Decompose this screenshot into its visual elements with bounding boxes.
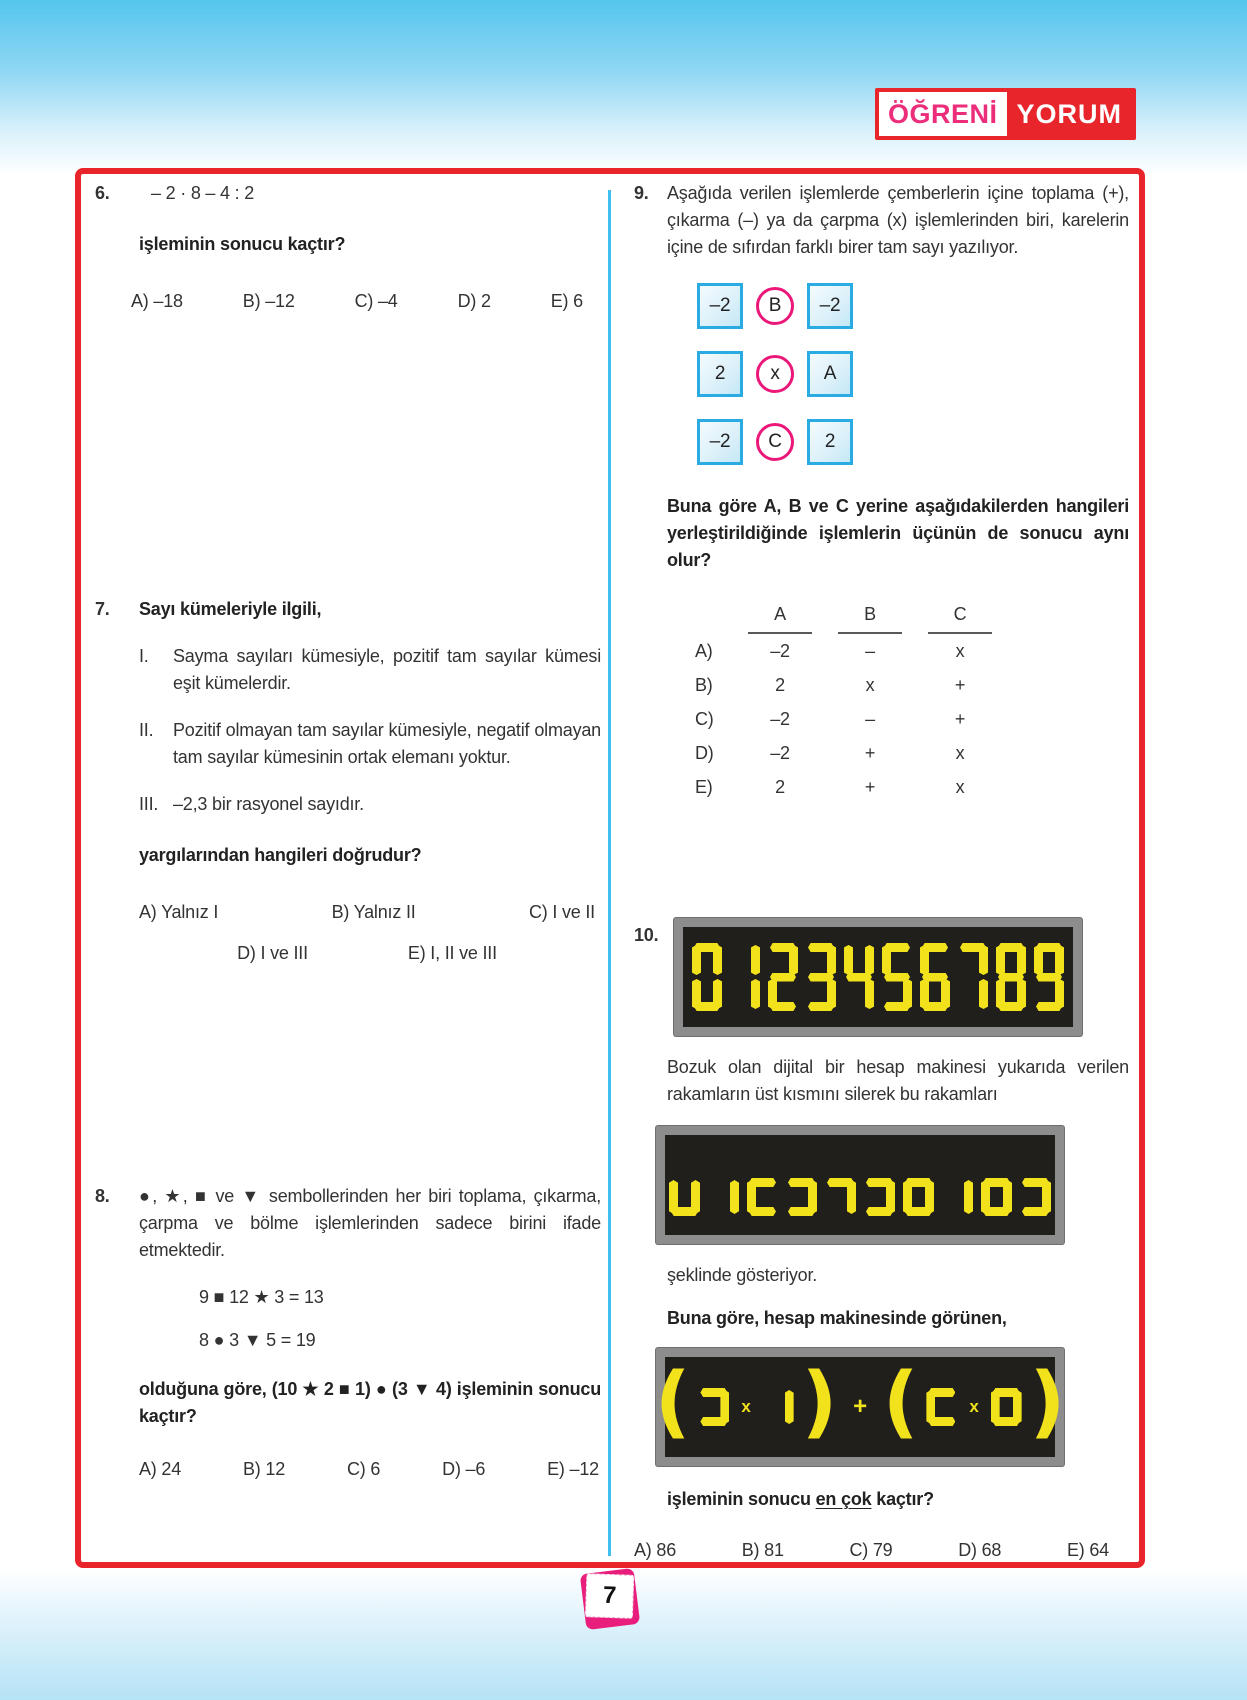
segment-B [713,945,722,975]
segment-B [789,945,798,975]
question-6 [95,180,605,315]
option: B) –12 [242,291,295,311]
segment-G [922,973,948,982]
segment-G [1022,1178,1049,1187]
table-header: B [825,601,915,634]
segment-F [920,945,929,975]
segment-D [866,1207,893,1216]
segment-D [1022,1207,1049,1216]
segment-G [993,1388,1020,1397]
seven-segment-digit [669,1178,700,1216]
segment-E [768,979,777,1009]
segment-D [700,1417,727,1426]
seven-segment-digit [1020,1178,1051,1216]
question-intro: Sayı kümeleriyle ilgili, [139,599,322,619]
segment-F [1034,945,1043,975]
question-9 [634,180,1132,804]
segment-D [1036,1002,1062,1011]
number-square: –2 [697,283,743,329]
statement-item [139,643,601,697]
segment-B [1055,945,1064,975]
logo-text-ogreni: ÖĞRENİ [879,92,1007,136]
question-text: şeklinde gösteriyor. [667,1265,818,1285]
option: D) –6 [442,1459,486,1479]
statement-item [139,791,601,818]
question-10 [634,918,1132,1564]
segment-G [866,1178,893,1187]
option: C) 6 [346,1459,381,1479]
number-square: 2 [697,351,743,397]
seven-segment-digit [698,1388,729,1426]
seven-segment-digit [730,943,760,1011]
segment-G [928,1388,955,1397]
segment-G [808,973,834,982]
seven-segment-digit [1034,943,1064,1011]
calculator-display-expression [656,1348,1064,1466]
segment-C [865,979,874,1009]
segment-C [751,979,760,1009]
lcd-paren: ( [654,1356,691,1447]
operator-circle: C [756,423,794,461]
question-8 [95,1183,605,1483]
lcd-paren: ) [801,1356,838,1447]
operator-circle: x [756,355,794,393]
calculator-display-erased [656,1126,1064,1244]
segment-E [692,979,701,1009]
segment-G [749,1178,776,1187]
question-text: Bozuk olan dijital bir hesap makinesi yukarıda verilen rakamların üst kısmını silerek bu rakamları [667,1057,1129,1104]
option: B) Yalnız II [331,902,416,922]
diagram-row [697,351,1132,397]
seven-segment-digit [958,943,988,1011]
segment-G [770,973,796,982]
page-number: 7 [585,1573,635,1619]
question-number: 7. [95,599,110,619]
page-number-badge [580,1568,640,1630]
option: C) I ve II [528,902,595,922]
segment-G [700,1388,727,1397]
question-text: ●, ★, ■ ve ▼ sembollerinden her biri toplama, çıkarma, çarpma ve bölme işlemlerinden sadece birini ifade etmektedir. [139,1186,601,1260]
segment-C [785,1390,794,1424]
table-header: A [735,601,825,634]
segment-G [788,1178,815,1187]
stem-underlined-text: en çok [815,1489,872,1509]
seven-segment-digit [991,1388,1022,1426]
segment-G [884,973,910,982]
statement-label: II. [139,720,154,740]
option: E) I, II ve III [407,943,497,963]
operator-circle: B [756,287,794,325]
statement-text: –2,3 bir rasyonel sayıdır. [173,794,364,814]
stem-text: kaçtır? [871,1489,934,1509]
number-square: A [807,351,853,397]
option: E) 6 [550,291,583,311]
number-square: –2 [697,419,743,465]
option: C) 79 [849,1540,893,1560]
seven-segment-digit [942,1178,973,1216]
question-number: 9. [634,183,649,203]
segment-B [1017,945,1026,975]
option: C) –4 [354,291,398,311]
option: A) 24 [139,1459,182,1479]
segment-D [884,1002,910,1011]
question-number: 8. [95,1186,110,1206]
statement-text: Pozitif olmayan tam sayılar kümesiyle, negatif olmayan tam sayılar kümesinin ortak elemanı yoktur. [173,720,601,767]
statement-text: Sayma sayıları kümesiyle, pozitif tam sayılar kümesi eşit kümelerdir. [173,646,601,693]
table-header-row [695,600,1132,634]
segment-D [808,1002,834,1011]
segment-F [996,945,1005,975]
option: B) 81 [741,1540,784,1560]
question-number: 10. [634,925,659,945]
segment-D [788,1207,815,1216]
seven-segment-digit [692,943,722,1011]
segment-E [920,979,929,1009]
seven-segment-digit [864,1178,895,1216]
seven-segment-digit [763,1388,794,1426]
segment-G [998,973,1024,982]
publisher-logo [875,88,1136,140]
seven-segment-digit [926,1388,957,1426]
column-divider [608,190,611,1556]
segment-B [865,945,874,975]
option: E) –12 [547,1459,599,1479]
segment-F [692,945,701,975]
number-square: 2 [807,419,853,465]
seven-segment-digit [981,1178,1012,1216]
question-stem: işleminin sonucu kaçtır? [139,234,346,254]
question-stem: Buna göre A, B ve C yerine aşağıdakilerden hangileri yerleştirildiğinde işlemlerin üçünün de sonucu aynı olur? [667,496,1129,570]
statement-item [139,717,601,771]
question-text: Aşağıda verilen işlemlerde çemberlerin içine toplama (+), çıkarma (–) ya da çarpma (x) işlemlerinden biri, karelerin içine de sıfırdan farklı birer tam sayı yazılıyor. [667,183,1129,257]
segment-G [827,1178,854,1187]
stem-text: işleminin sonucu [667,1489,816,1509]
question-stem-intro: Buna göre, hesap makinesinde görünen, [667,1308,1007,1328]
seven-segment-digit [882,943,912,1011]
seven-segment-digit [825,1178,856,1216]
table-row: D) –2 + x [695,742,965,763]
diagram-row [697,283,1132,329]
number-square: –2 [807,283,853,329]
segment-F [844,945,853,975]
option: D) I ve III [237,943,308,963]
table-row: B) 2 x + [695,674,966,695]
table-row: E) 2 + x [695,776,965,797]
segment-G [1036,973,1062,982]
segment-C [730,1180,739,1214]
lcd-operator: + [853,1393,867,1420]
lcd-operator: x [969,1397,979,1417]
content-frame [75,168,1145,1568]
question-stem: yargılarından hangileri doğrudur? [139,845,422,865]
statement-label: I. [139,646,149,666]
seven-segment-digit [844,943,874,1011]
segment-C [964,1180,973,1214]
option: D) 68 [958,1540,1002,1560]
option: A) –18 [131,291,183,311]
seven-segment-digit [786,1178,817,1216]
segment-G [846,973,872,982]
table-row: C) –2 – + [695,708,966,729]
seven-segment-digit [768,943,798,1011]
table-header: C [915,601,1005,634]
statement-label: III. [139,794,159,814]
option: D) 2 [457,291,491,311]
segment-F [882,945,891,975]
math-expression: – 2 · 8 – 4 : 2 [151,183,255,203]
seven-segment-digit [747,1178,778,1216]
lcd-paren: ( [882,1356,919,1447]
seven-segment-digit [806,943,836,1011]
segment-B [751,945,760,975]
lcd-paren: ) [1029,1356,1066,1447]
segment-B [827,945,836,975]
option: B) 12 [242,1459,286,1479]
logo-text-yorum: YORUM [1016,98,1123,129]
table-row: A) –2 – x [695,640,965,661]
question-stem: olduğuna göre, (10 ★ 2 ■ 1) ● (3 ▼ 4) işleminin sonucu kaçtır? [139,1379,601,1426]
lcd-operator: x [741,1397,751,1417]
question-number: 6. [95,183,110,203]
seven-segment-digit [996,943,1026,1011]
segment-G [905,1178,932,1187]
equation: 9 ■ 12 ★ 3 = 13 [199,1287,324,1307]
calculator-display-digits [674,918,1082,1036]
segment-B [979,945,988,975]
segment-E [996,979,1005,1009]
option: A) 86 [634,1540,677,1560]
seven-segment-digit [903,1178,934,1216]
segment-E [669,1180,678,1214]
equation: 8 ● 3 ▼ 5 = 19 [199,1330,316,1350]
answer-table [695,600,1132,804]
option: E) 64 [1066,1540,1109,1560]
option: A) Yalnız I [139,902,219,922]
question-7 [95,596,605,967]
seven-segment-digit [708,1178,739,1216]
segment-C [979,979,988,1009]
operation-diagram [667,283,1132,804]
question-stem [667,1486,1132,1513]
segment-G [983,1178,1010,1187]
seven-segment-digit [920,943,950,1011]
diagram-row [697,419,1132,465]
